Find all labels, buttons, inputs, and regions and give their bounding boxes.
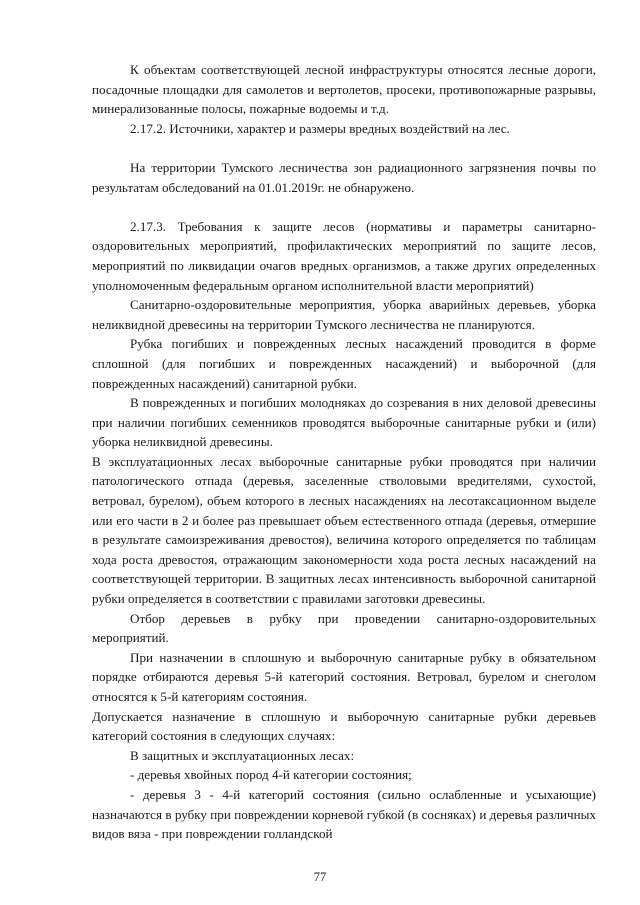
paragraph-protective-forests: В защитных и эксплуатационных лесах:: [130, 747, 355, 763]
section-heading-2-17-2: 2.17.2. Источники, характер и размеры вредных воздействий на лес.: [130, 120, 510, 136]
paragraph-tree-selection: Отбор деревьев в рубку при проведении санитарно-оздоровительных мероприятий.: [92, 610, 596, 646]
list-item-categories-3-4: - деревья 3 - 4-й категорий состояния (сильно ослабленные и усыхающие) назначаются в рубку при повреждении корневой губкой (в сосняках) и деревья различных видов вяза - при повреждении голландской: [92, 786, 596, 842]
paragraph-sanitary-measures: Санитарно-оздоровительные мероприятия, уборка аварийных деревьев, уборка неликвидной древесины на территории Тумского лесничества не планируются.: [92, 297, 596, 332]
spacer: [92, 197, 596, 217]
page-number: 77: [313, 870, 327, 884]
paragraph-radiation: На территории Тумского лесничества зон радиационного загрязнения почвы по результатам обследований на 01.01.2019г. не обнаружено.: [92, 159, 596, 195]
paragraph-forest-infrastructure: К объектам соответствующей лесной инфраструктуры относятся лесные дороги, посадочные площадки для самолетов и вертолетов, просеки, противопожарные разрывы, минерализованные полосы, пожарные водоемы и т.д.: [92, 62, 596, 117]
list-item-conifers: - деревья хвойных пород 4-й категории состояния;: [130, 767, 412, 783]
paragraph-category-5: При назначении в сплошную и выборочную санитарные рубку в обязательном порядке отбираются деревья 5-й категорий состояния. Ветровал, бурелом и снеголом относятся к 5-й категориям состояния.: [92, 649, 596, 704]
spacer: [92, 138, 596, 158]
section-heading-2-17-3: 2.17.3. Требования к защите лесов (нормативы и параметры санитарно-оздоровительных мероприятий, профилактических мероприятий по защите лесов, мероприятий по ликвидации очагов вредных организмов, а также других определенных уполномоченным федеральным органом исполнительной власти мероприятий): [92, 218, 596, 293]
paragraph-exploitation-forests: В эксплуатационных лесах выборочные санитарные рубки проводятся при наличии патологического отпада (деревья, заселенные стволовыми вредителями, сухостой, ветровал, бурелом), объем которого в лесных насаждениях на лесотаксационном выделе или его части в 2 и более раз превышает объем естественного отпада (деревья, отмершие в результате самоизреживания древостоя), величина которого определяется по таблицам хода роста древостоя, отражающим закономерности хода роста лесных насаждений на соответствующей территории. В защитных лесах интенсивность выборочной санитарной рубки определяется в соответствии с правилами заготовки древесины.: [92, 453, 596, 607]
paragraph-young-stands: В поврежденных и погибших молодняках до созревания в них деловой древесины при наличии погибших семенников проводятся выборочные санитарные рубки и (или) уборка неликвидной древесины.: [92, 395, 596, 450]
paragraph-felling-forms: Рубка погибших и поврежденных лесных насаждений проводится в форме сплошной (для погибших и поврежденных насаждений) и выборочной (для поврежденных насаждений) санитарной рубки.: [92, 336, 596, 391]
paragraph-allowed-cases: Допускается назначение в сплошную и выборочную санитарные рубки деревьев категорий состояния в следующих случаях:: [92, 708, 596, 744]
